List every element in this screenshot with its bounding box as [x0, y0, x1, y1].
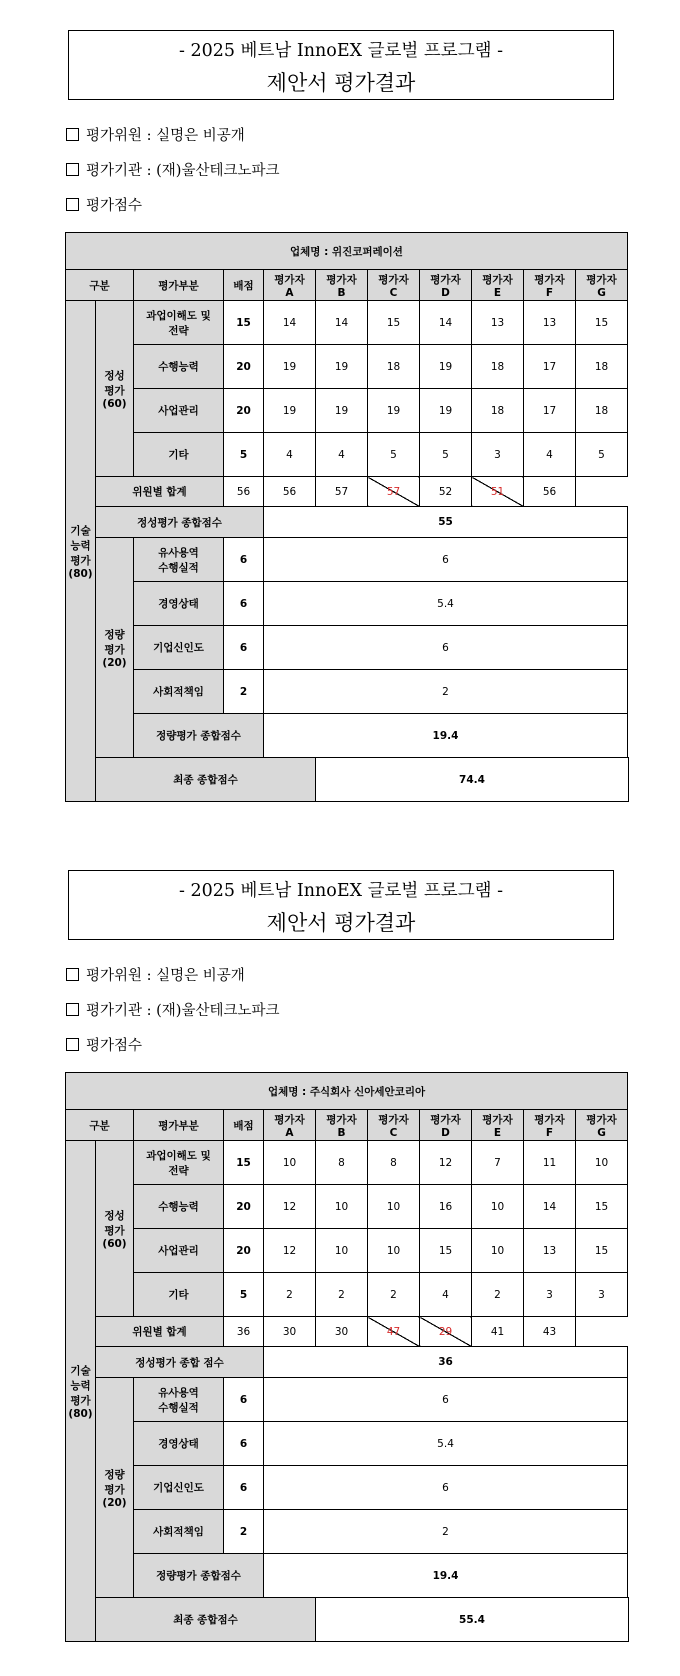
qual-total-score: 36: [264, 1347, 628, 1378]
judge-sum: 56: [264, 477, 316, 507]
excluded-judge-sum: 57: [368, 477, 420, 507]
judge-score: 18: [576, 345, 628, 389]
agency-text: 평가기관 : (재)울산테크노파크: [86, 1003, 280, 1019]
tech-category: 기술 능력 평가 (80): [66, 301, 96, 802]
checkbox-icon: [66, 128, 79, 141]
excluded-judge-sum: 51: [472, 477, 524, 507]
judge-sum: 43: [524, 1317, 576, 1347]
title-box: [68, 30, 614, 100]
judge-score: 8: [316, 1141, 368, 1185]
criterion-name: 기업신인도: [134, 1466, 224, 1510]
criterion-points: 5: [224, 1273, 264, 1317]
criterion-name: 사업관리: [134, 389, 224, 433]
judge-sum: 56: [524, 477, 576, 507]
judge-score: 15: [576, 1229, 628, 1273]
judge-score: 4: [316, 433, 368, 477]
qual-category: 정성 평가 (60): [96, 301, 134, 477]
agency-line: [66, 159, 280, 180]
judge-score: 10: [316, 1185, 368, 1229]
criterion-points: 2: [224, 1510, 264, 1554]
judge-score: 2: [316, 1273, 368, 1317]
judge-score: 4: [524, 433, 576, 477]
evaluators-line: [66, 964, 245, 985]
judge-score: 14: [420, 301, 472, 345]
header-points: 배점: [224, 1110, 264, 1141]
checkbox-icon: [66, 968, 79, 981]
judge-score: 19: [420, 389, 472, 433]
judge-score: 19: [264, 345, 316, 389]
judge-score: 3: [524, 1273, 576, 1317]
final-total-label: 최종 종합점수: [96, 758, 316, 802]
program-title: - 2025 베트남 InnoEX 글로벌 프로그램 -: [178, 881, 503, 901]
judge-score: 19: [420, 345, 472, 389]
judge-sum: 30: [316, 1317, 368, 1347]
judge-score: 8: [368, 1141, 420, 1185]
header-points: 배점: [224, 270, 264, 301]
criterion-points: 15: [224, 1141, 264, 1185]
header-judge: 평가자 B: [316, 1110, 368, 1141]
header-category: 구분: [66, 1110, 134, 1141]
final-total-score: 74.4: [316, 758, 629, 802]
checkbox-icon: [66, 1003, 79, 1016]
program-title: - 2025 베트남 InnoEX 글로벌 프로그램 -: [178, 41, 503, 61]
judge-score: 4: [264, 433, 316, 477]
judge-sum: 56: [224, 477, 264, 507]
criterion-name: 기업신인도: [134, 626, 224, 670]
quant-score: 2: [264, 670, 628, 714]
judge-score: 13: [524, 301, 576, 345]
header-judge: 평가자 G: [576, 270, 628, 301]
judge-sum: 36: [224, 1317, 264, 1347]
criterion-name: 사회적책임: [134, 1510, 224, 1554]
header-part: 평가부분: [134, 270, 224, 301]
criterion-points: 6: [224, 626, 264, 670]
evaluators-line: [66, 124, 245, 145]
agency-text: 평가기관 : (재)울산테크노파크: [86, 163, 280, 179]
judge-score: 5: [420, 433, 472, 477]
judge-score: 12: [264, 1185, 316, 1229]
judge-score: 7: [472, 1141, 524, 1185]
qual-total-label: 정성평가 종합 점수: [96, 1347, 264, 1378]
judge-score: 19: [316, 389, 368, 433]
title-box: [68, 870, 614, 940]
judge-score: 13: [524, 1229, 576, 1273]
criterion-name: 기타: [134, 1273, 224, 1317]
header-judge: 평가자 E: [472, 270, 524, 301]
checkbox-icon: [66, 1038, 79, 1051]
final-total-score: 55.4: [316, 1598, 629, 1642]
quant-score: 5.4: [264, 582, 628, 626]
final-total-label: 최종 종합점수: [96, 1598, 316, 1642]
excluded-judge-sum: 47: [368, 1317, 420, 1347]
evaluators-text: 평가위원 : 실명은 비공개: [86, 128, 245, 144]
judge-score: 17: [524, 345, 576, 389]
judge-score: 18: [472, 345, 524, 389]
judge-score: 14: [524, 1185, 576, 1229]
criterion-name: 사회적책임: [134, 670, 224, 714]
judge-score: 12: [264, 1229, 316, 1273]
judge-sum: 57: [316, 477, 368, 507]
result-title: 제안서 평가결과: [266, 71, 416, 95]
header-category: 구분: [66, 270, 134, 301]
judge-score: 15: [576, 301, 628, 345]
judge-score: 15: [368, 301, 420, 345]
qual-total-score: 55: [264, 507, 628, 538]
judge-score: 10: [368, 1229, 420, 1273]
score-label: 평가점수: [86, 198, 143, 214]
header-judge: 평가자 G: [576, 1110, 628, 1141]
header-judge: 평가자 C: [368, 270, 420, 301]
criterion-points: 20: [224, 345, 264, 389]
criterion-points: 5: [224, 433, 264, 477]
header-judge: 평가자 F: [524, 1110, 576, 1141]
excluded-judge-sum: 29: [420, 1317, 472, 1347]
judge-sum-label: 위원별 합계: [96, 477, 224, 507]
judge-score: 10: [264, 1141, 316, 1185]
quant-category: 정량 평가 (20): [96, 1378, 134, 1598]
judge-score: 5: [368, 433, 420, 477]
judge-score: 18: [576, 389, 628, 433]
criterion-name: 과업이해도 및 전략: [134, 301, 224, 345]
quant-total-label: 정량평가 종합점수: [134, 714, 264, 758]
judge-score: 11: [524, 1141, 576, 1185]
criterion-name: 사업관리: [134, 1229, 224, 1273]
judge-score: 15: [420, 1229, 472, 1273]
evaluation-table: [65, 1072, 629, 1642]
judge-score: 10: [368, 1185, 420, 1229]
qual-category: 정성 평가 (60): [96, 1141, 134, 1317]
criterion-points: 15: [224, 301, 264, 345]
judge-score: 10: [472, 1185, 524, 1229]
criterion-points: 6: [224, 1422, 264, 1466]
quant-score: 5.4: [264, 1422, 628, 1466]
judge-score: 12: [420, 1141, 472, 1185]
tech-category: 기술 능력 평가 (80): [66, 1141, 96, 1642]
evaluation-table: [65, 232, 629, 802]
judge-score: 16: [420, 1185, 472, 1229]
criterion-name: 경영상태: [134, 582, 224, 626]
header-part: 평가부분: [134, 1110, 224, 1141]
judge-score: 15: [576, 1185, 628, 1229]
judge-score: 4: [420, 1273, 472, 1317]
criterion-points: 6: [224, 1378, 264, 1422]
header-judge: 평가자 A: [264, 1110, 316, 1141]
quant-score: 6: [264, 1378, 628, 1422]
judge-sum: 30: [264, 1317, 316, 1347]
judge-score: 10: [576, 1141, 628, 1185]
score-line: [66, 194, 142, 215]
criterion-name: 유사용역 수행실적: [134, 538, 224, 582]
criterion-points: 6: [224, 538, 264, 582]
company-name: 업체명 : 위진코퍼레이션: [66, 233, 628, 270]
judge-score: 2: [368, 1273, 420, 1317]
criterion-points: 20: [224, 1229, 264, 1273]
company-name: 업체명 : 주식회사 신아세안코리아: [66, 1073, 628, 1110]
judge-score: 5: [576, 433, 628, 477]
header-judge: 평가자 B: [316, 270, 368, 301]
header-judge: 평가자 F: [524, 270, 576, 301]
criterion-name: 수행능력: [134, 345, 224, 389]
judge-score: 14: [316, 301, 368, 345]
quant-score: 6: [264, 538, 628, 582]
criterion-points: 2: [224, 670, 264, 714]
judge-score: 19: [316, 345, 368, 389]
criterion-name: 경영상태: [134, 1422, 224, 1466]
judge-sum: 52: [420, 477, 472, 507]
judge-score: 17: [524, 389, 576, 433]
header-judge: 평가자 C: [368, 1110, 420, 1141]
quant-total-score: 19.4: [264, 714, 628, 758]
judge-score: 14: [264, 301, 316, 345]
quant-score: 6: [264, 1466, 628, 1510]
header-judge: 평가자 E: [472, 1110, 524, 1141]
header-judge: 평가자 A: [264, 270, 316, 301]
judge-score: 18: [472, 389, 524, 433]
checkbox-icon: [66, 198, 79, 211]
judge-sum-label: 위원별 합계: [96, 1317, 224, 1347]
criterion-name: 과업이해도 및 전략: [134, 1141, 224, 1185]
header-judge: 평가자 D: [420, 1110, 472, 1141]
checkbox-icon: [66, 163, 79, 176]
judge-score: 10: [472, 1229, 524, 1273]
judge-score: 13: [472, 301, 524, 345]
criterion-points: 6: [224, 1466, 264, 1510]
agency-line: [66, 999, 280, 1020]
quant-score: 2: [264, 1510, 628, 1554]
header-judge: 평가자 D: [420, 270, 472, 301]
quant-category: 정량 평가 (20): [96, 538, 134, 758]
score-line: [66, 1034, 142, 1055]
qual-total-label: 정성평가 종합점수: [96, 507, 264, 538]
evaluators-text: 평가위원 : 실명은 비공개: [86, 968, 245, 984]
judge-score: 10: [316, 1229, 368, 1273]
criterion-points: 6: [224, 582, 264, 626]
judge-score: 19: [368, 389, 420, 433]
judge-score: 2: [264, 1273, 316, 1317]
criterion-name: 수행능력: [134, 1185, 224, 1229]
criterion-points: 20: [224, 389, 264, 433]
criterion-name: 기타: [134, 433, 224, 477]
criterion-name: 유사용역 수행실적: [134, 1378, 224, 1422]
judge-sum: 41: [472, 1317, 524, 1347]
judge-score: 2: [472, 1273, 524, 1317]
judge-score: 18: [368, 345, 420, 389]
score-label: 평가점수: [86, 1038, 143, 1054]
judge-score: 3: [576, 1273, 628, 1317]
quant-total-score: 19.4: [264, 1554, 628, 1598]
criterion-points: 20: [224, 1185, 264, 1229]
evaluation-section: [0, 0, 680, 830]
judge-score: 19: [264, 389, 316, 433]
quant-total-label: 정량평가 종합점수: [134, 1554, 264, 1598]
quant-score: 6: [264, 626, 628, 670]
result-title: 제안서 평가결과: [266, 911, 416, 935]
judge-score: 3: [472, 433, 524, 477]
evaluation-section: [0, 840, 680, 1670]
